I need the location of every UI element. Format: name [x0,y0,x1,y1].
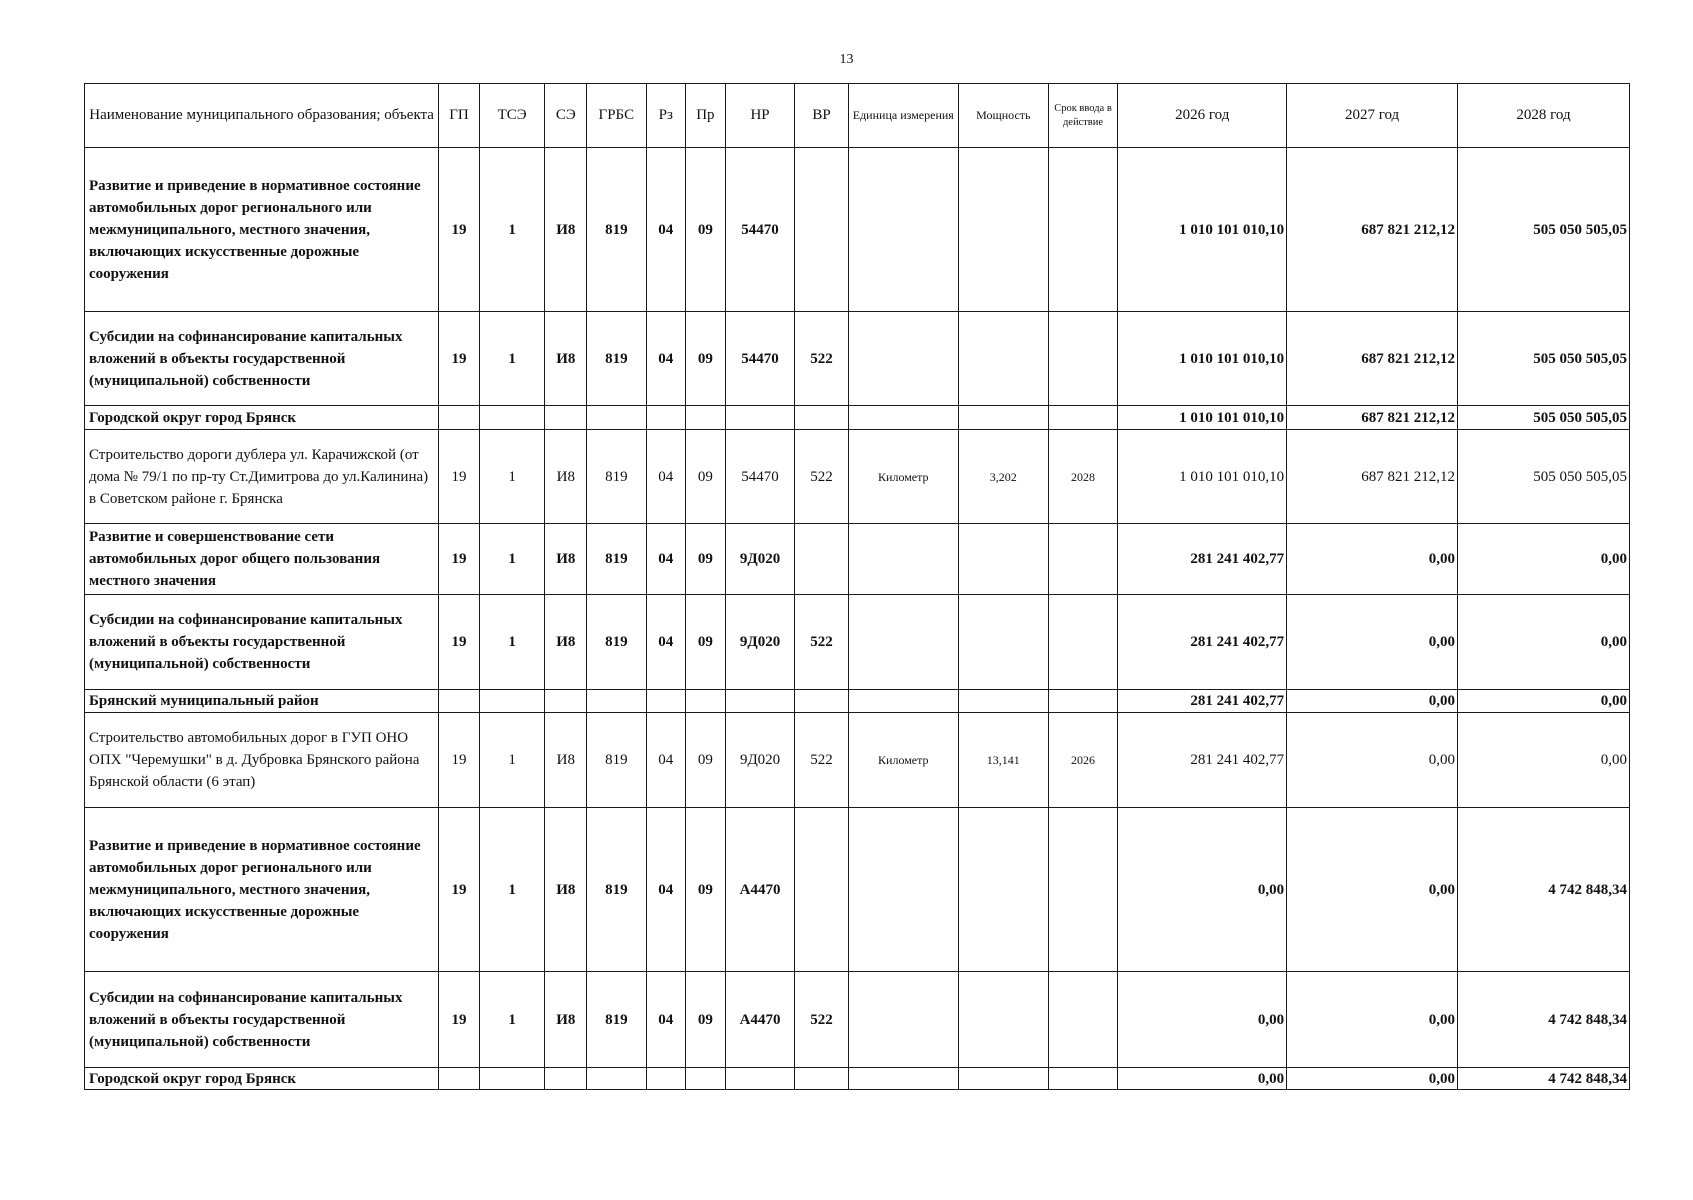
cell-gp: 19 [439,595,480,690]
cell-nr: 54470 [725,148,795,312]
cell-term [1048,808,1118,972]
cell-nr: 54470 [725,430,795,524]
cell-se: И8 [545,713,587,808]
cell-gp [439,690,480,713]
table-row [85,312,1630,406]
cell-2027: 0,00 [1287,595,1458,690]
cell-tse: 1 [479,524,545,595]
cell-2026: 1 010 101 010,10 [1118,406,1287,430]
cell-2028: 505 050 505,05 [1458,430,1630,524]
cell-pr: 09 [686,972,726,1068]
cell-2028: 0,00 [1458,524,1630,595]
cell-power: 13,141 [959,713,1049,808]
cell-gp: 19 [439,312,480,406]
cell-tse: 1 [479,808,545,972]
cell-nr [725,406,795,430]
cell-term [1048,524,1118,595]
cell-2028: 505 050 505,05 [1458,312,1630,406]
cell-vr [795,524,848,595]
cell-tse [479,690,545,713]
row-name: Развитие и приведение в нормативное состояние автомобильных дорог регионального или межмуниципального, местного значения, включающих искусственные дорожные сооружения [85,808,439,972]
cell-nr: А4470 [725,972,795,1068]
cell-2026: 0,00 [1118,808,1287,972]
cell-pr: 09 [686,430,726,524]
row-name: Развитие и приведение в нормативное состояние автомобильных дорог регионального или межмуниципального, местного значения, включающих искусственные дорожные сооружения [85,148,439,312]
cell-2027: 0,00 [1287,972,1458,1068]
cell-vr [795,148,848,312]
cell-grbs: 819 [587,808,646,972]
cell-grbs: 819 [587,430,646,524]
header-gp: ГП [439,84,480,148]
cell-gp: 19 [439,972,480,1068]
cell-unit [848,1068,958,1090]
cell-rz: 04 [646,312,686,406]
cell-power [959,406,1049,430]
cell-tse: 1 [479,430,545,524]
cell-pr: 09 [686,808,726,972]
cell-tse: 1 [479,148,545,312]
cell-2028: 4 742 848,34 [1458,1068,1630,1090]
cell-unit [848,312,958,406]
cell-nr [725,1068,795,1090]
cell-pr: 09 [686,595,726,690]
cell-rz: 04 [646,808,686,972]
table-header-row [85,84,1630,148]
cell-2027: 687 821 212,12 [1287,406,1458,430]
header-se: СЭ [545,84,587,148]
cell-2027: 0,00 [1287,524,1458,595]
row-name: Субсидии на софинансирование капитальных вложений в объекты государственной (муниципальной) собственности [85,972,439,1068]
cell-pr: 09 [686,524,726,595]
cell-vr: 522 [795,595,848,690]
cell-gp [439,1068,480,1090]
cell-unit [848,808,958,972]
cell-se: И8 [545,148,587,312]
cell-grbs: 819 [587,972,646,1068]
header-unit: Единица измерения [848,84,958,148]
cell-se: И8 [545,524,587,595]
row-name: Субсидии на софинансирование капитальных вложений в объекты государственной (муниципальной) собственности [85,595,439,690]
header-pr: Пр [686,84,726,148]
cell-tse [479,406,545,430]
cell-term [1048,406,1118,430]
cell-gp: 19 [439,808,480,972]
cell-grbs: 819 [587,713,646,808]
cell-vr [795,690,848,713]
cell-2027: 0,00 [1287,713,1458,808]
cell-tse: 1 [479,312,545,406]
table-row-summary [85,1068,1630,1090]
cell-rz: 04 [646,595,686,690]
table-row-summary [85,406,1630,430]
cell-2028: 505 050 505,05 [1458,406,1630,430]
cell-2026: 1 010 101 010,10 [1118,148,1287,312]
cell-2028: 505 050 505,05 [1458,148,1630,312]
cell-grbs [587,690,646,713]
cell-gp: 19 [439,524,480,595]
cell-grbs [587,1068,646,1090]
cell-power [959,1068,1049,1090]
cell-vr: 522 [795,972,848,1068]
cell-grbs [587,406,646,430]
row-name: Городской округ город Брянск [85,406,439,430]
cell-2028: 0,00 [1458,595,1630,690]
cell-power [959,595,1049,690]
cell-unit [848,148,958,312]
row-name: Субсидии на софинансирование капитальных вложений в объекты государственной (муниципальной) собственности [85,312,439,406]
cell-2026: 281 241 402,77 [1118,524,1287,595]
header-tse: ТСЭ [479,84,545,148]
cell-power [959,524,1049,595]
row-name: Строительство автомобильных дорог в ГУП ОНО ОПХ "Черемушки" в д. Дубровка Брянского района Брянской области (6 этап) [85,713,439,808]
cell-2027: 687 821 212,12 [1287,148,1458,312]
cell-unit: Километр [848,713,958,808]
cell-vr [795,1068,848,1090]
cell-unit: Километр [848,430,958,524]
cell-nr: 54470 [725,312,795,406]
cell-unit [848,690,958,713]
cell-pr [686,406,726,430]
cell-unit [848,595,958,690]
cell-2028: 4 742 848,34 [1458,972,1630,1068]
header-2027: 2027 год [1287,84,1458,148]
cell-unit [848,972,958,1068]
cell-2027: 687 821 212,12 [1287,312,1458,406]
cell-grbs: 819 [587,595,646,690]
cell-rz [646,406,686,430]
cell-pr [686,690,726,713]
cell-rz [646,690,686,713]
table-row [85,148,1630,312]
header-term: Срок ввода в действие [1048,84,1118,148]
cell-se: И8 [545,430,587,524]
cell-pr: 09 [686,148,726,312]
cell-2026: 281 241 402,77 [1118,690,1287,713]
cell-term [1048,690,1118,713]
cell-nr [725,690,795,713]
table-row [85,595,1630,690]
cell-rz: 04 [646,430,686,524]
cell-se: И8 [545,312,587,406]
cell-vr: 522 [795,312,848,406]
cell-rz: 04 [646,148,686,312]
cell-term: 2026 [1048,713,1118,808]
cell-2027: 687 821 212,12 [1287,430,1458,524]
row-name: Городской округ город Брянск [85,1068,439,1090]
cell-power [959,690,1049,713]
cell-gp: 19 [439,148,480,312]
cell-term [1048,595,1118,690]
cell-2027: 0,00 [1287,808,1458,972]
cell-term [1048,1068,1118,1090]
cell-grbs: 819 [587,312,646,406]
cell-pr [686,1068,726,1090]
cell-power [959,148,1049,312]
header-grbs: ГРБС [587,84,646,148]
cell-power: 3,202 [959,430,1049,524]
row-name: Брянский муниципальный район [85,690,439,713]
cell-term [1048,312,1118,406]
cell-2026: 1 010 101 010,10 [1118,312,1287,406]
header-2026: 2026 год [1118,84,1287,148]
cell-gp: 19 [439,713,480,808]
cell-se [545,406,587,430]
cell-vr: 522 [795,430,848,524]
cell-vr [795,808,848,972]
cell-vr: 522 [795,713,848,808]
cell-gp [439,406,480,430]
cell-unit [848,524,958,595]
cell-2027: 0,00 [1287,690,1458,713]
cell-se [545,1068,587,1090]
cell-2028: 4 742 848,34 [1458,808,1630,972]
cell-unit [848,406,958,430]
cell-se: И8 [545,808,587,972]
header-2028: 2028 год [1458,84,1630,148]
cell-se: И8 [545,972,587,1068]
cell-pr: 09 [686,312,726,406]
header-vr: ВР [795,84,848,148]
table-row [85,972,1630,1068]
table-row [85,808,1630,972]
cell-nr: 9Д020 [725,524,795,595]
cell-2028: 0,00 [1458,690,1630,713]
cell-2026: 0,00 [1118,1068,1287,1090]
cell-nr: 9Д020 [725,713,795,808]
cell-2027: 0,00 [1287,1068,1458,1090]
header-name: Наименование муниципального образования; объекта [85,84,439,148]
cell-term [1048,148,1118,312]
cell-2026: 1 010 101 010,10 [1118,430,1287,524]
cell-2028: 0,00 [1458,713,1630,808]
header-power: Мощность [959,84,1049,148]
cell-term [1048,972,1118,1068]
cell-2026: 281 241 402,77 [1118,595,1287,690]
cell-power [959,972,1049,1068]
row-name: Развитие и совершенствование сети автомобильных дорог общего пользования местного значения [85,524,439,595]
header-rz: Рз [646,84,686,148]
cell-2026: 281 241 402,77 [1118,713,1287,808]
table-row [85,713,1630,808]
cell-rz: 04 [646,972,686,1068]
cell-power [959,808,1049,972]
cell-tse: 1 [479,972,545,1068]
row-name: Строительство дороги дублера ул. Карачижской (от дома № 79/1 по пр-ту Ст.Димитрова до ул.Калинина) в Советском районе г. Брянска [85,430,439,524]
cell-rz: 04 [646,524,686,595]
cell-gp: 19 [439,430,480,524]
table-row [85,524,1630,595]
cell-tse [479,1068,545,1090]
table-row-summary [85,690,1630,713]
cell-term: 2028 [1048,430,1118,524]
cell-vr [795,406,848,430]
cell-rz: 04 [646,713,686,808]
table-row [85,430,1630,524]
budget-table [84,83,1630,1090]
cell-grbs: 819 [587,524,646,595]
cell-2026: 0,00 [1118,972,1287,1068]
cell-se: И8 [545,595,587,690]
cell-pr: 09 [686,713,726,808]
header-nr: НР [725,84,795,148]
cell-power [959,312,1049,406]
cell-se [545,690,587,713]
cell-nr: А4470 [725,808,795,972]
cell-nr: 9Д020 [725,595,795,690]
page-number: 13 [839,52,854,67]
cell-tse: 1 [479,713,545,808]
cell-grbs: 819 [587,148,646,312]
cell-rz [646,1068,686,1090]
cell-tse: 1 [479,595,545,690]
